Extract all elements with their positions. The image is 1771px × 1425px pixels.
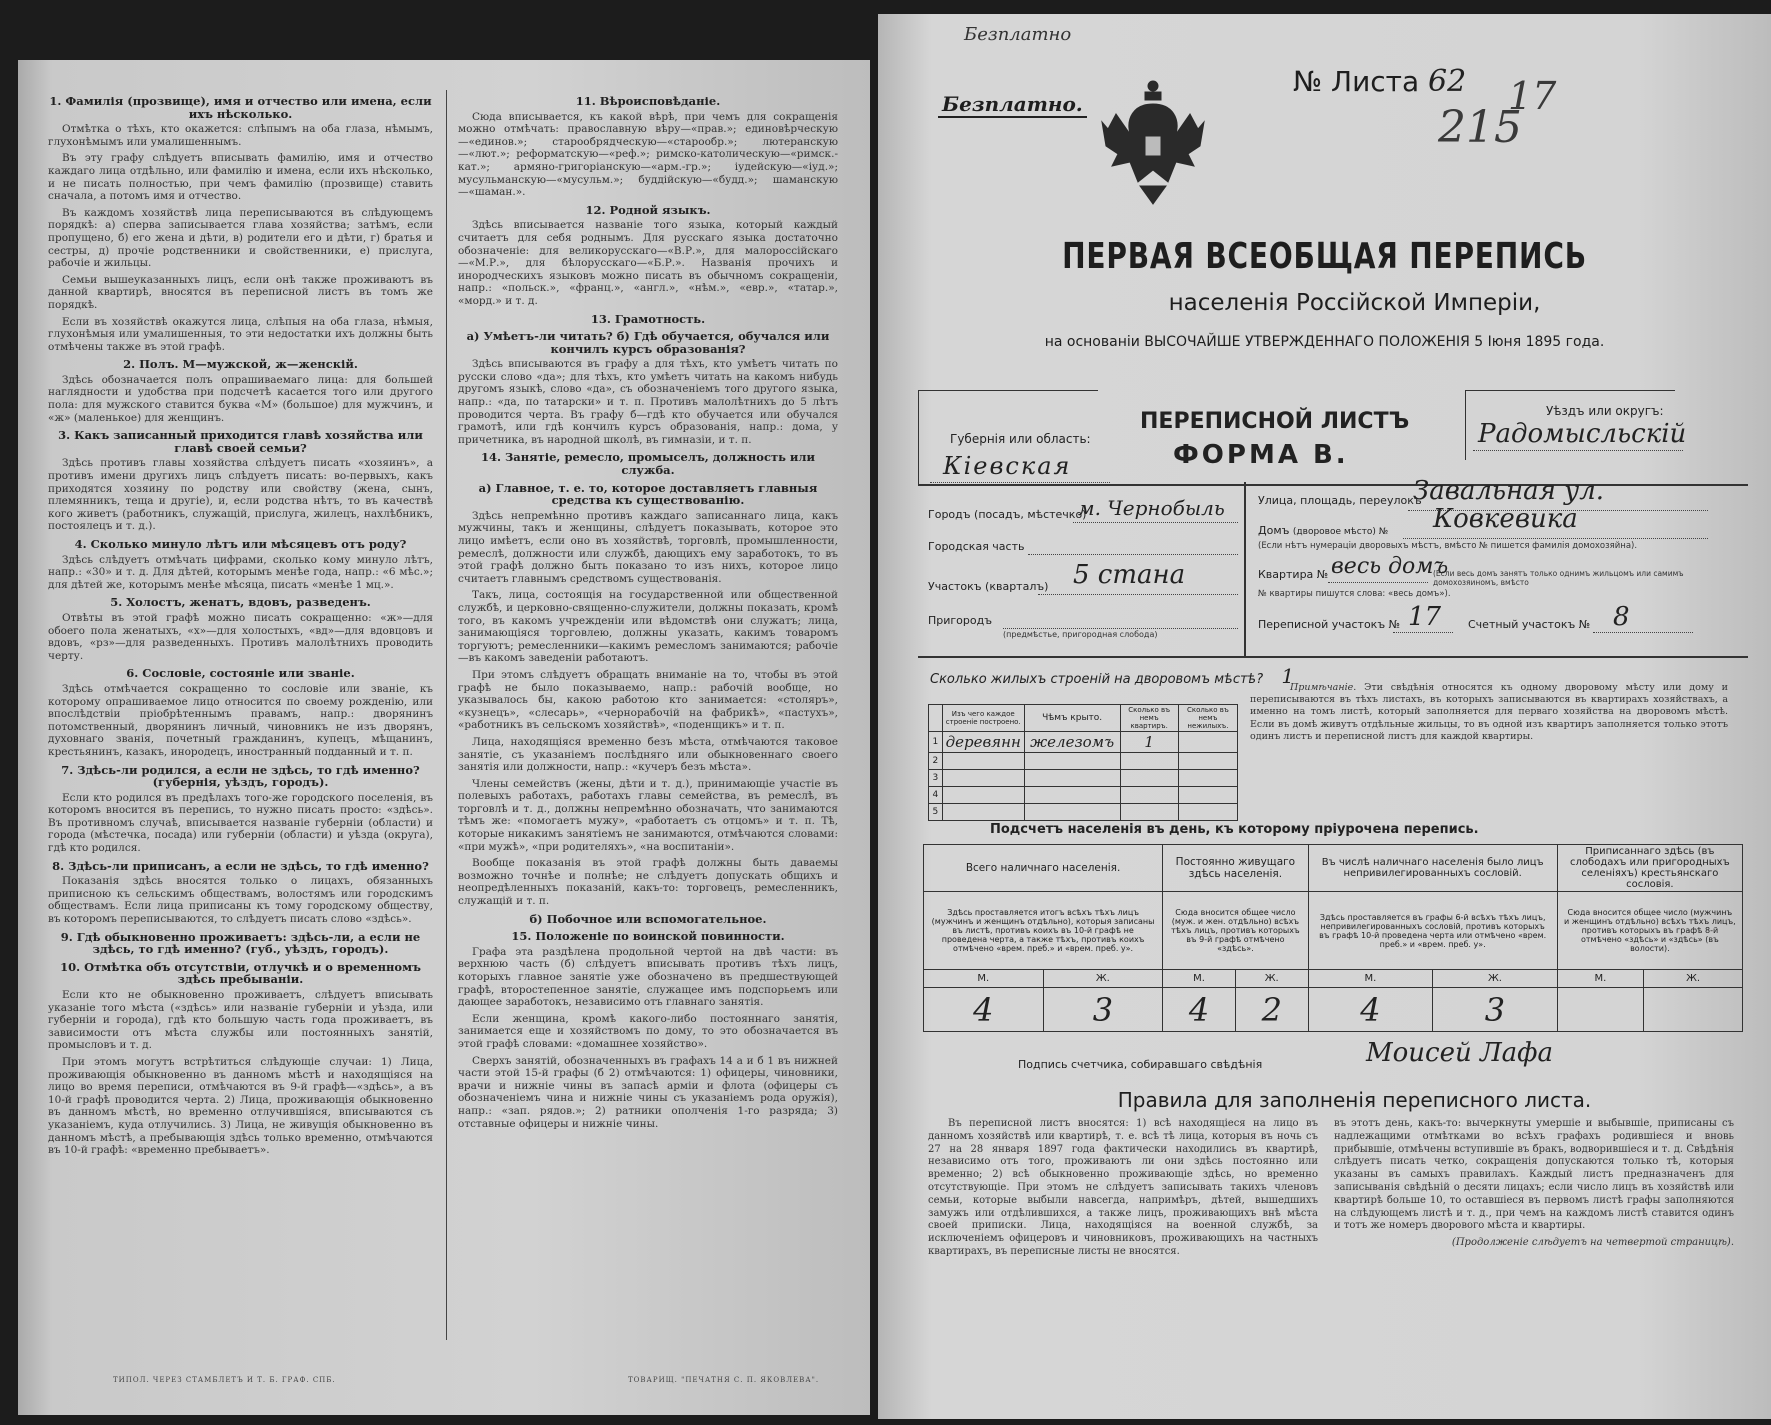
pop-value-row bbox=[924, 988, 1743, 1032]
instruction-paragraph: Такъ, лица, состоящія на государственной или общественной службѣ, и церковно-священно-служители, должны показать, кромѣ того, въ какомъ учрежденіи или вѣдомствѣ они служатъ; лица, занимающіяся торговлею, должны указать, какимъ товаромъ торгуютъ; ремесленники—какимъ ремесломъ занимаются; рабочіе—въ какомъ заведеніи работаютъ. bbox=[458, 589, 838, 665]
pop-header-row bbox=[924, 845, 1743, 892]
apt-label: Квартира № bbox=[1258, 568, 1329, 581]
right-page-census-form bbox=[878, 14, 1771, 1419]
pop-header-registered: Приписаннаго здѣсь (въ слободахъ или пригородныхъ селеніяхъ) крестьянскаго сословія. bbox=[1557, 845, 1742, 892]
form-subtitle: ФОРМА В. bbox=[1173, 440, 1349, 470]
imperial-eagle-emblem bbox=[1098, 74, 1208, 209]
buildings-question-text: Сколько жилыхъ строеній на дворовомъ мѣстѣ? bbox=[930, 672, 1264, 687]
instruction-heading: 6. Сословіе, состояніе или званіе. bbox=[126, 666, 355, 681]
pop-value-cell bbox=[1557, 988, 1643, 1032]
sex-male-header: М. bbox=[1557, 970, 1643, 988]
city-value: м. Чернобыль bbox=[1078, 496, 1225, 520]
instruction-paragraph: Здѣсь противъ главы хозяйства слѣдуетъ писать «хозяинъ», а противъ имени другихъ лицъ слѣдуетъ писать: во-первыхъ, какъ приходятся хозяину по родству или свойству (жена, сынъ, племянникъ, теща и другіе), и, если родства нѣтъ, то въ качествѣ кого живетъ (работникъ, служащій, прислуга, жилецъ, нахлѣбникъ, постоялецъ и т. д.). bbox=[48, 457, 433, 533]
instruction-paragraph: Семьи вышеуказанныхъ лицъ, если онѣ также проживаютъ въ данной квартирѣ, вносятся въ переписной листъ въ томъ же порядкѣ. bbox=[48, 273, 433, 311]
city-line bbox=[1073, 522, 1238, 523]
instruction-heading: 3. Какъ записанный приходится главѣ хозяйства или главѣ своей семьи? bbox=[58, 428, 423, 455]
bldg-cell-apts bbox=[1120, 787, 1178, 804]
bldg-header-nonres: Сколько въ немъ нежилыхъ. bbox=[1178, 705, 1237, 732]
bldg-header-material: Изъ чего каждое строеніе построено. bbox=[942, 705, 1024, 732]
pop-value-cell bbox=[1644, 988, 1743, 1032]
sex-female-header: Ж. bbox=[1043, 970, 1163, 988]
pop-value-cell: 2 bbox=[1235, 988, 1308, 1032]
apt-line bbox=[1328, 582, 1428, 583]
signature-value: Моисей Лафа bbox=[1366, 1038, 1554, 1068]
census-district-label: Переписной участокъ № bbox=[1258, 618, 1401, 631]
rules-column-2-text: въ этотъ день, какъ-то: вычеркнуты умершіе и выбывшіе, приписаны съ надлежащими отмѣтками во всѣхъ графахъ родившіеся и вновь прибывшіе, отмѣчены вступившіе въ бракъ, водворившіеся и т. д. Свѣдѣнія слѣдуетъ писать четко, сокращенія допускаются только тѣ, которыя указаны въ самыхъ правилахъ. Каждый листъ предназначенъ для записыванія свѣдѣній о десяти лицахъ; если число лицъ въ хозяйствѣ или квартирѣ больше 10, то оставшіеся въ первомъ листѣ графы заполняются на слѣдующемъ листѣ и т. д., при чемъ на каждомъ листѣ ставится одинъ и тотъ же номеръ дворового мѣста и квартиры. bbox=[1334, 1118, 1734, 1232]
address-bottom-rule bbox=[918, 656, 1748, 658]
rules-continued: (Продолженіе слѣдуетъ на четвертой страницѣ). bbox=[1451, 1237, 1734, 1249]
bldg-header-apts: Сколько въ немъ квартиръ. bbox=[1120, 705, 1178, 732]
bldg-cell-material bbox=[942, 770, 1024, 787]
instruction-paragraph: Здѣсь непремѣнно противъ каждаго записаннаго лица, какъ мужчины, такъ и женщины, слѣдуетъ показывать, которое это лицо имѣетъ, если оно въ хозяйствѣ, торговлѣ, промышленности, ремеслѣ, должности или службѣ, дающихъ ему заработокъ, то въ этой графѣ должно быть показано то изъ нихъ, которое лицо считаетъ главнымъ средствомъ существованія. bbox=[458, 509, 838, 585]
house-label-text: Домъ bbox=[1258, 524, 1290, 537]
instruction-paragraph: Если кто не обыкновенно проживаетъ, слѣдуетъ вписывать указаніе того мѣста («здѣсь» или названіе губерніи и уѣзда, или губерніи и города), гдѣ кто большую часть года проживаетъ, въ зависимости отъ мѣста службы или постоянныхъ занятій, промысловъ и т. д. bbox=[48, 989, 433, 1052]
bldg-row bbox=[929, 753, 1238, 770]
free-label bbox=[938, 92, 1087, 118]
note-title: Примѣчаніе. bbox=[1290, 682, 1357, 693]
bldg-cell-roof: железомъ bbox=[1024, 732, 1120, 753]
instruction-heading: 8. Здѣсь-ли приписанъ, а если не здѣсь, то гдѣ именно? bbox=[52, 858, 429, 873]
instruction-paragraph: Графа эта раздѣлена продольной чертой на двѣ части: въ верхнюю часть (б) слѣдуетъ вписывать противъ тѣхъ лицъ, которыхъ главное занятіе уже обозначено въ предшествующей графѣ, второстепенное занятіе, служащее имъ подспорьемъ или дающее заработокъ, независимо отъ главнаго занятія. bbox=[458, 945, 838, 1009]
instruction-paragraph: Члены семействъ (жены, дѣти и т. д.), принимающіе участіе въ полевыхъ работахъ, работахъ главы семейства, въ ремеслѣ, въ торговлѣ и т. д., должны непремѣнно обозначать, что занимаются тѣмъ же: «помогаетъ мужу», «работаетъ съ отцомъ» и т. п. Тѣ, которые никакимъ занятіемъ не занимаются, отмѣчаются словами: «при мужѣ», «при родителяхъ», «на воспитаніи». bbox=[458, 777, 838, 853]
pop-value-cell: 3 bbox=[1433, 988, 1558, 1032]
bldg-cell-n: 5 bbox=[929, 804, 943, 821]
instruction-heading: 5. Холостъ, женатъ, вдовъ, разведенъ. bbox=[110, 595, 371, 610]
instruction-paragraph: Вообще показанія въ этой графѣ должны быть даваемы возможно точнѣе и полнѣе; не слѣдуетъ допускать общихъ и неопредѣленныхъ показаній, какъ-то: торговецъ, ремесленникъ, служащій и т. п. bbox=[458, 857, 838, 908]
instruction-heading: 11. Вѣроисповѣданіе. bbox=[575, 94, 721, 108]
instruction-paragraph: Здѣсь отмѣчается сокращенно то сословіе или званіе, къ которому опрашиваемое лицо относится по своему рожденію, или впослѣдствіи пріобрѣтеннымъ правамъ, напр.: дворянинъ потомственный, дворянинъ личный, чиновникъ не изъ дворянъ, духовнаго званія, почетный гражданинъ, купецъ, мѣщанинъ, крестьянинъ, казакъ, инородецъ, иностранный подданный и т. п. bbox=[48, 682, 433, 758]
section-value: 5 стана bbox=[1073, 560, 1186, 590]
instruction-paragraph: Если женщина, кромѣ какого-либо постояннаго занятія, занимается еще и хозяйствомъ по дому, то это обозначается въ этой графѣ словами: «домашнее хозяйство». bbox=[458, 1012, 838, 1050]
bldg-cell-nonres bbox=[1178, 770, 1237, 787]
pop-value-cell: 4 bbox=[924, 988, 1044, 1032]
pop-desc-nonpriv: Здѣсь проставляется въ графы 6-й всѣхъ тѣхъ лицъ, непривилегированныхъ сословій, противъ которыхъ въ графѣ 10-й проведена черта или отмѣчено «врем. преб.» и «врем. преб. у». bbox=[1308, 892, 1557, 970]
counting-district-line bbox=[1593, 632, 1693, 633]
instruction-heading: б) Побочное или вспомогательное. bbox=[529, 911, 767, 926]
pop-desc-registered: Сюда вносится общее число (мужчинъ и женщинъ отдѣльно) всѣхъ тѣхъ лицъ, противъ которыхъ въ графѣ 8-й отмѣчено «здѣсь» и «здѣсь» (въ волости). bbox=[1557, 892, 1742, 970]
sheet-number-value: 62 bbox=[1428, 64, 1467, 99]
sex-male-header: М. bbox=[1163, 970, 1236, 988]
pop-title: Подсчетъ населенія въ день, къ которому пріурочена перепись. bbox=[990, 822, 1479, 837]
instructions-column-1 bbox=[48, 90, 433, 1335]
left-page-instructions bbox=[18, 60, 870, 1415]
bldg-cell-material bbox=[942, 804, 1024, 821]
instruction-paragraph: Сверхъ занятій, обозначенныхъ въ графахъ 14 а и б 1 въ нижней части этой 15-й графы (б 2) отмѣчаются: 1) офицеры, чиновники, врачи и нижніе чины въ запасѣ арміи и флота (офицеры съ обозначеніемъ чина и нижніе чины съ указаніемъ рода оружія), напр.: «зап. рядов.»; 2) ратники ополченія 1-го разряда; 3) отставные офицеры и нижніе чины. bbox=[458, 1054, 838, 1130]
instruction-heading: 14. Занятіе, ремесло, промыселъ, должность или служба. bbox=[480, 450, 816, 478]
uezd-value: Радомысльскій bbox=[1478, 419, 1687, 449]
pop-value-cell: 4 bbox=[1308, 988, 1433, 1032]
pop-sex-row bbox=[924, 970, 1743, 988]
census-district-line bbox=[1393, 632, 1453, 633]
instruction-paragraph: При этомъ могутъ встрѣтиться слѣдующіе случаи: 1) Лица, проживающія обыкновенно въ данномъ мѣстѣ и находящіяся на лицо во время переписи, отмѣчаются въ 9-й графѣ—«здѣсь», а въ 10-й графѣ проводится черта. 2) Лица, проживающія обыкновенно въ данномъ мѣстѣ, но временно отлучившіяся, вписываются съ указаніемъ, куда отлучились. 3) Лица, не живущія обыкновенно въ данномъ мѣстѣ, а пребывающія здѣсь только временно, отмѣчаются въ 10-й графѣ: «временно пребываетъ». bbox=[48, 1055, 433, 1157]
city-part-label: Городская часть bbox=[928, 540, 1025, 553]
suburb-note: (предмѣстье, пригородная слобода) bbox=[1003, 630, 1158, 639]
printer-footer-left: ТИПОЛ. ЧЕРЕЗ СТАМБЛЕТЪ И Т. Б. ГРАФ. СПБ. bbox=[113, 1376, 336, 1384]
instruction-heading: 4. Сколько минуло лѣтъ или мѣсяцевъ отъ роду? bbox=[74, 537, 407, 551]
apt-value: весь домъ bbox=[1331, 554, 1449, 579]
house-label bbox=[1258, 524, 1388, 537]
sex-male-header: М. bbox=[924, 970, 1044, 988]
city-label: Городъ (посадъ, мѣстечко) bbox=[928, 508, 1087, 521]
street-value: Завальная ул. bbox=[1413, 476, 1605, 506]
corner-number-1: 215 bbox=[1438, 102, 1522, 153]
bldg-cell-apts bbox=[1120, 753, 1178, 770]
bldg-header-num bbox=[929, 705, 943, 732]
instruction-heading: 10. Отмѣтка объ отсутствіи, отлучкѣ и о временномъ здѣсь пребываніи. bbox=[60, 959, 421, 987]
census-subtitle-2: на основаніи ВЫСОЧАЙШЕ УТВЕРЖДЕННАГО ПОЛОЖЕНІЯ 5 Іюня 1895 года. bbox=[1044, 334, 1605, 350]
bldg-cell-apts bbox=[1120, 804, 1178, 821]
instruction-paragraph: Отвѣты въ этой графѣ можно писать сокращенно: «ж»—для обоего пола женатыхъ, «х»—для холостыхъ, «вд»—для вдовцовъ и вдовъ, «рз»—для разведенныхъ. Противъ малолѣтнихъ проводить черту. bbox=[48, 611, 433, 662]
section-label: Участокъ (кварталъ) bbox=[928, 580, 1049, 593]
street-label: Улица, площадь, переулокъ bbox=[1258, 494, 1422, 507]
instruction-paragraph: Лица, находящіяся временно безъ мѣста, отмѣчаются таковое занятіе, съ указаніемъ послѣдняго или обыкновеннаго своего занятія или должности, напр.: «кучеръ безъ мѣста». bbox=[458, 735, 838, 774]
instruction-paragraph: Если кто родился въ предѣлахъ того-же городского поселенія, въ которомъ вносится въ перепись, то нужно писать просто: «здѣсь». Въ противномъ случаѣ, вписывается названіе губерніи (области) и города (мѣстечка, посада) или губерніи (области) и уѣзда (округа), гдѣ кто родился. bbox=[48, 791, 433, 855]
instruction-heading: 2. Полъ. М—мужской, ж—женскій. bbox=[123, 357, 358, 372]
instruction-heading: 1. Фамилія (прозвище), имя и отчество или имена, если ихъ нѣсколько. bbox=[49, 94, 432, 121]
uezd-line bbox=[1473, 450, 1683, 451]
signature-label: Подпись счетчика, собиравшаго свѣдѣнія bbox=[1018, 1058, 1263, 1071]
instruction-paragraph: Если въ хозяйствѣ окажутся лица, слѣпыя на оба глаза, нѣмыя, глухонѣмыя или умалишенныя, то эти недостатки ихъ должны быть отмѣчены также въ этой графѣ. bbox=[48, 315, 433, 353]
counting-district-value: 8 bbox=[1613, 602, 1630, 632]
bldg-cell-nonres bbox=[1178, 804, 1237, 821]
instruction-heading: 7. Здѣсь-ли родился, а если не здѣсь, то гдѣ именно? (губернія, уѣздъ, городъ). bbox=[61, 762, 420, 790]
census-subtitle: населенія Россійской Имперіи, bbox=[1168, 290, 1541, 316]
instruction-paragraph: Здѣсь слѣдуетъ отмѣчать цифрами, сколько кому минуло лѣтъ, напр.: «30» и т. д. Для дѣтей, которымъ менѣе года, напр.: «6 мѣс.»; для дѣтей же, которымъ менѣе мѣсяца, писать «менѣе 1 мц.». bbox=[48, 553, 433, 591]
gubernia-label: Губернія или область: bbox=[950, 432, 1091, 446]
address-top-rule bbox=[918, 484, 1748, 486]
top-stamp-text: Безплатно bbox=[964, 24, 1072, 45]
house-note: (Если нѣтъ нумераціи дворовыхъ мѣстъ, вмѣсто № пишется фамилія домохозяйна). bbox=[1258, 541, 1638, 551]
bldg-cell-roof bbox=[1024, 753, 1120, 770]
suburb-line bbox=[1003, 628, 1238, 629]
suburb-label: Пригородъ bbox=[928, 614, 993, 627]
counting-district-label: Счетный участокъ № bbox=[1468, 618, 1591, 631]
printer-footer-right: ТОВАРИЩ. "ПЕЧАТНЯ С. П. ЯКОВЛЕВА". bbox=[628, 1376, 820, 1384]
bldg-cell-apts bbox=[1120, 770, 1178, 787]
bldg-cell-roof bbox=[1024, 804, 1120, 821]
census-district-value: 17 bbox=[1408, 602, 1442, 632]
corner-number-2: 17 bbox=[1508, 74, 1557, 118]
instruction-heading: 9. Гдѣ обыкновенно проживаетъ: здѣсь-ли, а если не здѣсь, то гдѣ именно? (губ., уѣздъ, городъ). bbox=[60, 929, 421, 957]
bldg-cell-roof bbox=[1024, 787, 1120, 804]
bldg-cell-material bbox=[942, 787, 1024, 804]
instruction-paragraph: При этомъ слѣдуетъ обращать вниманіе на то, чтобы въ этой графѣ не было показываемо, напр.: рабочій вообще, но указывалось бы, какою работою кто занимается: «столяръ», «кузнецъ», «слесарь», «чернорабочій на фабрикѣ», «пастухъ», «работникъ въ сельскомъ хозяйствѣ», «поденщикъ» и т. п. bbox=[458, 668, 838, 732]
free-label-text: Безплатно. bbox=[942, 92, 1083, 116]
bldg-cell-n: 4 bbox=[929, 787, 943, 804]
sheet-number bbox=[1293, 64, 1466, 99]
buildings-table bbox=[928, 704, 1238, 821]
instruction-paragraph: Здѣсь вписывается названіе того языка, который каждый считаетъ для себя роднымъ. Для русскаго языка достаточно обозначеніе: для великорусскаго—«В.Р.», для малороссійскаго—«М.Р.», для бѣлорусскаго—«Б.Р.». Названія прочихъ и инородческихъ языковъ можно писать въ обычномъ сокращеніи, напр.: «польск.», «франц.», «англ.», «нѣм.», «евр.», «татар.», «морд.» и т. д. bbox=[458, 219, 838, 307]
instruction-heading: 13. Грамотность. bbox=[590, 311, 706, 326]
bldg-header-roof: Чѣмъ крыто. bbox=[1024, 705, 1120, 732]
population-table bbox=[923, 844, 1743, 1032]
buildings-question bbox=[930, 664, 1294, 688]
bldg-row bbox=[929, 787, 1238, 804]
bldg-cell-apts: 1 bbox=[1120, 732, 1178, 753]
instruction-paragraph: Отмѣтка о тѣхъ, кто окажется: слѣпымъ на оба глаза, нѣмымъ, глухонѣмымъ или умалишеннымъ. bbox=[48, 123, 433, 148]
pop-header-nonpriv: Въ числѣ наличнаго населенія было лицъ непривилегированныхъ сословій. bbox=[1308, 845, 1557, 892]
bldg-cell-nonres bbox=[1178, 732, 1237, 753]
instruction-paragraph: Сюда вписывается, къ какой вѣрѣ, при чемъ для сокращенія можно отмѣчать: православную вѣру—«прав.»; единовѣрческую—«единов.»; старообрядческую—«старообр.»; лютеранскую—«лют.»; реформатскую—«реф.»; римско-католическую—«римск.-кат.»; армяно-григоріанскую—«арм.-гр.»; іудейскую—«іуд.»; мусульманскую—«мусульм.»; буддійскую—«будд.»; шаманскую—«шаман.». bbox=[458, 110, 838, 199]
house-label-sub: (дворовое мѣсто) № bbox=[1292, 527, 1389, 537]
apt-note-1: (Если весь домъ занятъ только однимъ жильцомъ или самимъ домохозяиномъ, вмѣсто bbox=[1433, 569, 1684, 587]
sex-male-header: М. bbox=[1308, 970, 1433, 988]
bldg-cell-nonres bbox=[1178, 753, 1237, 770]
column-divider bbox=[446, 90, 447, 1340]
rules-column-1: Въ переписной листъ вносятся: 1) всѣ находящіеся на лицо въ данномъ хозяйствѣ или квартирѣ, т. е. всѣ тѣ лица, которыя въ ночь съ 27 на 28 января 1897 года фактически находились въ квартирѣ, независимо отъ того, проживаютъ ли они здѣсь постоянно или временно; 2) всѣ обыкновенно проживающіе здѣсь, но временно отсутствующіе. При этомъ не слѣдуетъ записывать такихъ членовъ семьи, которые выбыли навсегда, напримѣръ, дѣтей, вышедшихъ замужъ или отдѣлившихся, а также лицъ, проживающихъ внѣ мѣста своей приписки. Лица, находящіяся на военной службѣ, за исключеніемъ офицеровъ и чиновниковъ, проживающихъ на частныхъ квартирахъ, въ переписные листы не вносятся. bbox=[928, 1118, 1318, 1257]
pop-header-total: Всего наличнаго населенія. bbox=[924, 845, 1163, 892]
gubernia-line bbox=[930, 482, 1110, 483]
apt-note-2: № квартиры пишутся слова: «весь домъ»). bbox=[1258, 589, 1451, 599]
instruction-paragraph: Въ эту графу слѣдуетъ вписывать фамилію, имя и отчество каждаго лица отдѣльно, или фамилію и имена, если ихъ нѣсколько, и не писать полностью, при чемъ фамилію (прозвище) ставить сначала, а потомъ имя и отчество. bbox=[48, 152, 433, 203]
instruction-paragraph: Показанія здѣсь вносятся только о лицахъ, обязанныхъ приписною къ сельскимъ обществамъ, волостямъ или городскимъ обществамъ. Если лица приписаны къ тому городскому обществу, въ которомъ переписываются, то слѣдуетъ писать слово «здѣсь». bbox=[48, 875, 433, 926]
sheet-number-label: № Листа bbox=[1293, 65, 1420, 98]
pop-desc-row bbox=[924, 892, 1743, 970]
pop-desc-total: Здѣсь проставляется итогъ всѣхъ тѣхъ лицъ (мужчинъ и женщинъ отдѣльно), которыя записаны въ листѣ, противъ коихъ въ 10-й графѣ не проведена черта, а также тѣхъ, противъ коихъ отмѣчено «врем. преб.» и «врем. преб. у». bbox=[924, 892, 1163, 970]
sex-female-header: Ж. bbox=[1433, 970, 1558, 988]
rules-title: Правила для заполненія переписного листа. bbox=[1117, 1088, 1592, 1112]
bldg-cell-nonres bbox=[1178, 787, 1237, 804]
instruction-heading: 15. Положеніе по воинской повинности. bbox=[511, 929, 785, 944]
rules-column-2 bbox=[1334, 1118, 1734, 1408]
section-line bbox=[1038, 594, 1238, 595]
instruction-paragraph: Здѣсь обозначается полъ опрашиваемаго лица: для большей наглядности и удобства при подсчетѣ касается того или другого пола: для мужского ставится буква «М» (большое) для мужчинъ, и «ж» (маленькое) для женщинъ. bbox=[48, 373, 433, 424]
bldg-cell-n: 2 bbox=[929, 753, 943, 770]
instruction-heading: 12. Родной языкъ. bbox=[585, 202, 711, 217]
census-title: ПЕРВАЯ ВСЕОБЩАЯ ПЕРЕПИСЬ bbox=[1062, 236, 1587, 277]
pop-value-cell: 3 bbox=[1043, 988, 1163, 1032]
sex-female-header: Ж. bbox=[1235, 970, 1308, 988]
bldg-cell-n: 1 bbox=[929, 732, 943, 753]
instructions-column-2 bbox=[458, 90, 838, 1335]
instruction-heading: а) Умѣетъ-ли читать? б) Гдѣ обучается, обучался или кончилъ курсъ образованія? bbox=[466, 329, 830, 356]
pop-desc-permanent: Сюда вносится общее число (муж. и жен. отдѣльно) всѣхъ тѣхъ лицъ, противъ которыхъ въ 9-й графѣ отмѣчено «здѣсь». bbox=[1163, 892, 1308, 970]
form-title: ПЕРЕПИСНОЙ ЛИСТЪ bbox=[1140, 409, 1410, 434]
city-part-line bbox=[1028, 554, 1238, 555]
uezd-label: Уѣздъ или округъ: bbox=[1546, 404, 1664, 418]
house-line bbox=[1403, 538, 1708, 539]
bldg-cell-material: деревянн bbox=[942, 732, 1024, 753]
note bbox=[1250, 682, 1728, 743]
bldg-cell-n: 3 bbox=[929, 770, 943, 787]
gubernia-value: Кіевская bbox=[943, 452, 1072, 480]
bldg-row bbox=[929, 770, 1238, 787]
instruction-paragraph: Здѣсь вписываются въ графу а для тѣхъ, кто умѣетъ читать по русски слово «да»; для тѣхъ, кто умѣетъ читать на какомъ нибудь другомъ языкѣ, слово «да», съ обозначеніемъ того другого языка, напр.: «да, по татарски» и т. п. Противъ малолѣтнихъ до 5 лѣтъ проводится черта. Въ графу б—гдѣ кто обучается или обучался грамотѣ, или гдѣ кончилъ курсъ образованія, напр.: дома, у причетника, въ народной школѣ, въ гимназіи, и т. п. bbox=[458, 358, 838, 446]
bldg-row bbox=[929, 732, 1238, 753]
pop-value-cell: 4 bbox=[1163, 988, 1236, 1032]
pop-header-permanent: Постоянно живущаго здѣсь населенія. bbox=[1163, 845, 1308, 892]
instruction-heading: а) Главное, т. е. то, которое доставляетъ главныя средства къ существованію. bbox=[478, 480, 818, 508]
bldg-cell-roof bbox=[1024, 770, 1120, 787]
sex-female-header: Ж. bbox=[1644, 970, 1743, 988]
note-text: Эти свѣдѣнія относятся къ одному дворовому мѣсту или дому и переписываются въ тѣхъ листахъ, въ которыхъ записываются въ квартирахъ хозяйствахъ, а именно на томъ листѣ, который заполняется для перваго хозяйства на дворовомъ мѣстѣ. Если въ домѣ живутъ отдѣльные жильцы, то въ одной изъ квартиръ заполняется только этотъ одинъ листъ и переписной листъ для каждой квартиры. bbox=[1250, 682, 1728, 742]
house-value: Ковкевика bbox=[1433, 504, 1578, 534]
instruction-paragraph: Въ каждомъ хозяйствѣ лица переписываются въ слѣдующемъ порядкѣ: а) сперва записывается глава хозяйства; затѣмъ, если пропущено, б) его жена и дѣти, в) родители его и дѣти, г) братья и сестры, д) прочіе родственники и свойственники, е) прислуга, рабочіе и жильцы. bbox=[48, 206, 433, 270]
bldg-cell-material bbox=[942, 753, 1024, 770]
address-divider bbox=[1244, 482, 1246, 657]
buildings-value: 1 bbox=[1281, 664, 1295, 688]
bldg-row bbox=[929, 804, 1238, 821]
